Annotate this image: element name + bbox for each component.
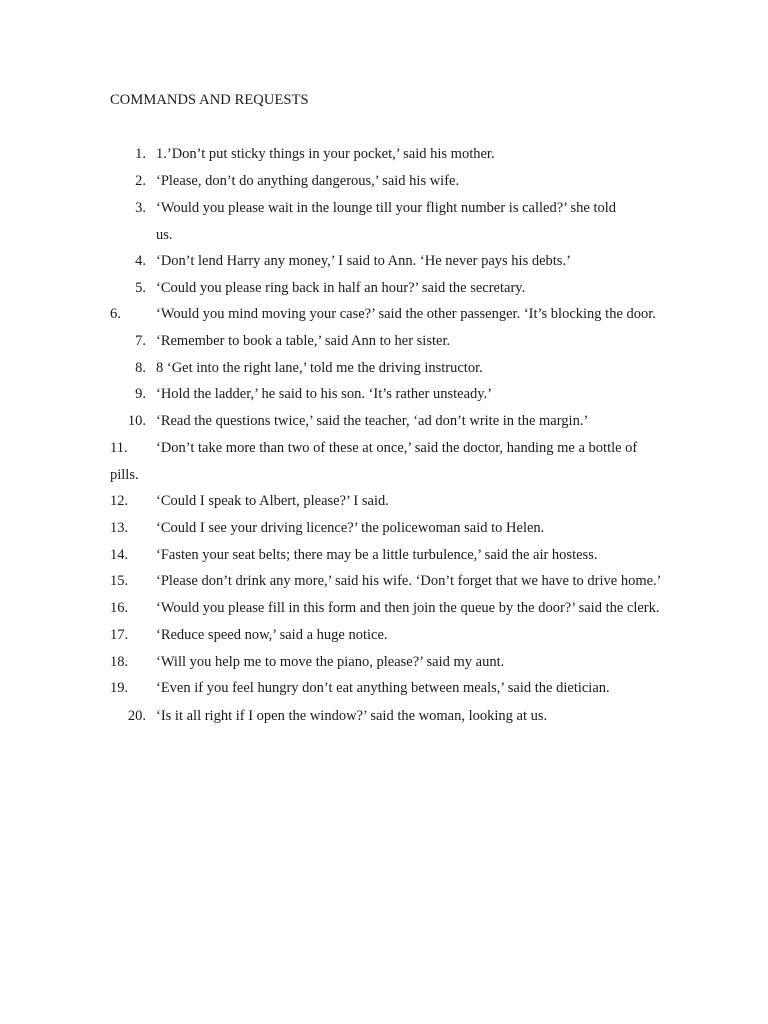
item-number: 16. [110, 600, 129, 616]
item-number: 4. [135, 253, 146, 269]
item-number: 5. [135, 280, 146, 296]
item-number: 20. [127, 708, 146, 724]
item-number: 3. [135, 200, 146, 216]
item-number: 1. [135, 146, 146, 162]
item-number: 9. [135, 386, 146, 402]
item-text-continuation: pills. [110, 467, 139, 483]
item-text: ‘Fasten your seat belts; there may be a little turbulence,’ said the air hostess. [156, 547, 598, 563]
item-text: ‘Don’t lend Harry any money,’ I said to Ann. ‘He never pays his debts.’ [156, 253, 571, 269]
item-text: ‘Could I see your driving licence?’ the policewoman said to Helen. [156, 520, 545, 536]
item-text: ‘Read the questions twice,’ said the teacher, ‘ad don’t write in the margin.’ [156, 413, 589, 429]
item-text: ‘Could you please ring back in half an hour?’ said the secretary. [156, 280, 526, 296]
item-number: 7. [135, 333, 146, 349]
item-text: ‘Remember to book a table,’ said Ann to her sister. [156, 333, 451, 349]
item-number: 18. [110, 654, 129, 670]
item-text: ‘Would you please wait in the lounge till your flight number is called?’ she told [156, 200, 617, 216]
item-text-continuation: us. [156, 227, 173, 243]
item-text: ‘Please, don’t do anything dangerous,’ said his wife. [156, 173, 460, 189]
item-text: ‘Don’t take more than two of these at once,’ said the doctor, handing me a bottle of [156, 440, 638, 456]
item-number: 17. [110, 627, 129, 643]
item-text: ‘Is it all right if I open the window?’ said the woman, looking at us. [156, 708, 548, 724]
item-number: 19. [110, 680, 129, 696]
item-text: ‘Would you please fill in this form and then join the queue by the door?’ said the clerk. [156, 600, 660, 616]
item-text: ‘Please don’t drink any more,’ said his wife. ‘Don’t forget that we have to drive home.’ [156, 573, 662, 589]
item-text: ‘Even if you feel hungry don’t eat anything between meals,’ said the dietician. [156, 680, 610, 696]
item-text: 8 ‘Get into the right lane,’ told me the driving instructor. [156, 360, 483, 376]
item-text: ‘Could I speak to Albert, please?’ I said. [156, 493, 389, 509]
item-number: 6. [110, 306, 121, 322]
item-text: ‘Reduce speed now,’ said a huge notice. [156, 627, 388, 643]
item-text: 1.’Don’t put sticky things in your pocket,’ said his mother. [156, 146, 495, 162]
item-number: 15. [110, 573, 129, 589]
item-number: 12. [110, 493, 129, 509]
item-number: 11. [110, 440, 128, 456]
item-text: ‘Will you help me to move the piano, please?’ said my aunt. [156, 654, 505, 670]
item-number: 8. [135, 360, 146, 376]
item-number: 10. [127, 413, 146, 429]
item-number: 2. [135, 173, 146, 189]
item-text: ‘Would you mind moving your case?’ said the other passenger. ‘It’s blocking the door. [156, 306, 656, 322]
item-text: ‘Hold the ladder,’ he said to his son. ‘It’s rather unsteady.’ [156, 386, 493, 402]
item-number: 14. [110, 547, 129, 563]
item-number: 13. [110, 520, 129, 536]
page-title: COMMANDS AND REQUESTS [110, 92, 309, 108]
